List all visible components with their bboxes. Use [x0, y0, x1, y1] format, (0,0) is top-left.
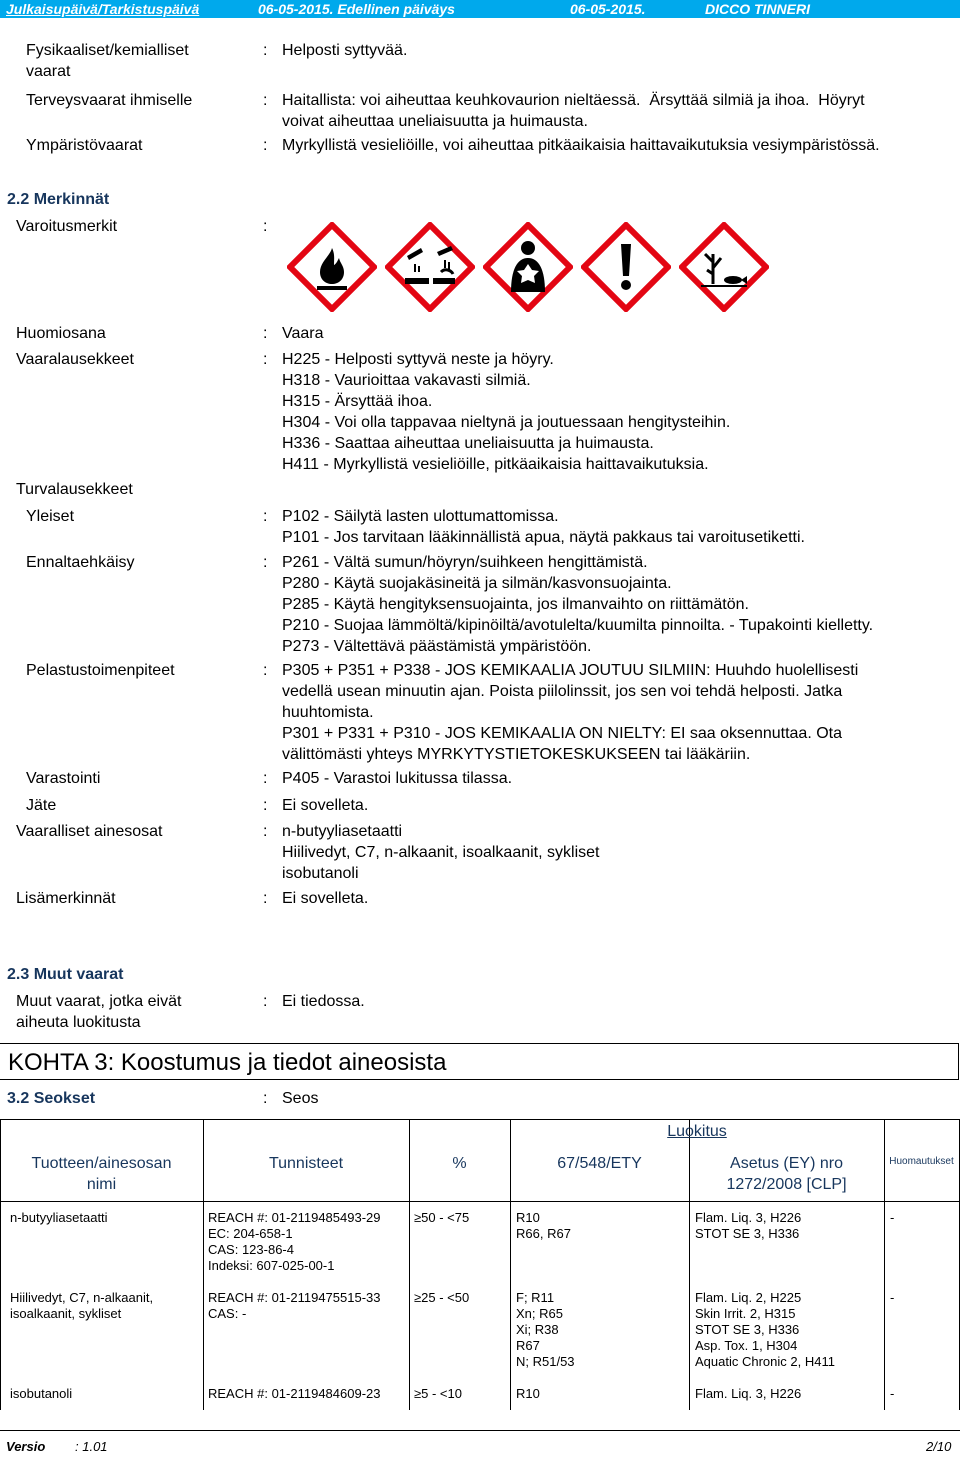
section-3-title: KOHTA 3: Koostumus ja tiedot aineosista: [8, 1049, 447, 1076]
table-row-1-pct: ≥50 - <75: [414, 1210, 470, 1225]
section-3-banner: [0, 1043, 959, 1080]
table-row-3-clp: Flam. Liq. 3, H226: [695, 1386, 802, 1401]
hazard-value-environment: Myrkyllistä vesieliöille, voi aiheuttaa pitkäaikaisia haittavaikutuksia vesiympäristössä.: [282, 137, 880, 154]
jate-label: Jäte: [26, 797, 57, 814]
table-row-1-clp: Flam. Liq. 3, H226 STOT SE 3, H336: [695, 1210, 802, 1241]
table-row-3-name: isobutanoli: [10, 1386, 73, 1401]
col-header-id: Tunnisteet: [268, 1155, 344, 1172]
table-row-2-pct: ≥25 - <50: [414, 1290, 470, 1305]
page-header: [0, 0, 960, 18]
table-row-1-name: n-butyyliasetaatti: [10, 1210, 108, 1225]
corrosion-icon: [385, 222, 475, 312]
col-header-percent: %: [452, 1155, 467, 1172]
table-row-2-clp: Flam. Liq. 2, H225 Skin Irrit. 2, H315 STOT SE 3, H336 Asp. Tox. 1, H304 Aquatic Chronic 2, H411: [695, 1290, 835, 1369]
lisamerkinnat-value: Ei sovelleta.: [282, 890, 369, 907]
hazard-label-environment: Ympäristövaarat: [26, 137, 143, 154]
table-row-1-notes: -: [890, 1210, 895, 1225]
table-row-1-dir: R10 R66, R67: [516, 1210, 571, 1241]
footer-version-label: Versio: [6, 1439, 46, 1454]
hazard-label-physical: Fysikaaliset/kemialliset vaarat: [26, 42, 189, 80]
table-row-3-pct: ≥5 - <10: [414, 1386, 462, 1401]
table-row-2-name: Hiilivedyt, C7, n-alkaanit, isoalkaanit, sykliset: [10, 1290, 154, 1321]
section-2-2-title: 2.2 Merkinnät: [7, 191, 110, 208]
table-row-2-dir: F; R11 Xn; R65 Xi; R38 R67 N; R51/53: [516, 1290, 575, 1369]
huomiosana-label: Huomiosana: [16, 325, 106, 342]
section-2-3-title: 2.3 Muut vaarat: [7, 966, 124, 983]
muut-value: Ei tiedossa.: [282, 993, 365, 1010]
col-header-clp: Asetus (EY) nro 1272/2008 [CLP]: [726, 1155, 847, 1193]
varoitusmerkit-label: Varoitusmerkit: [16, 218, 118, 235]
pelastus-label: Pelastustoimenpiteet: [26, 662, 175, 679]
col-header-name: Tuotteen/ainesosan nimi: [31, 1155, 172, 1193]
luokitus-header: Luokitus: [667, 1123, 727, 1140]
jate-value: Ei sovelleta.: [282, 797, 369, 814]
hazard-value-health: Haitallista: voi aiheuttaa keuhkovaurion nieltäessä. Ärsyttää silmiä ja ihoa. Höyryt voivat aiheuttaa uneliaisuutta ja huimausta.: [282, 92, 865, 130]
hazard-value-physical: Helposti syttyvää.: [282, 42, 408, 59]
header-date-current: 06-05-2015.: [570, 1, 646, 17]
table-row-2-notes: -: [890, 1290, 895, 1305]
footer-page-number: 2/10: [926, 1439, 952, 1454]
ennaltaehkaisy-list: P261 - Vältä sumun/höyryn/suihkeen hengittämistä. P280 - Käytä suojakäsineitä ja silmän/kasvonsuojainta. P285 - Käytä hengityksensuojainta, jos ilmanvaihto on riittämätön. P210 - Suojaa lämmöltä/kipinöiltä/avotulelta/kuumilta pinnoilta. - Tupakointi kielletty. P273 - Vältettävä päästämistä ympäristöön.: [282, 554, 874, 655]
varastointi-label: Varastointi: [26, 770, 101, 787]
ainesosat-label: Vaaralliset ainesosat: [16, 823, 163, 840]
flame-icon: [287, 222, 377, 312]
hazard-label-health: Terveysvaarat ihmiselle: [26, 92, 193, 109]
lisamerkinnat-label: Lisämerkinnät: [16, 890, 116, 907]
yleiset-list: P102 - Säilytä lasten ulottumattomissa. P101 - Jos tarvitaan lääkinnällistä apua, näytä pakkaus tai varoitusetiketti.: [282, 508, 805, 546]
environment-icon: [679, 222, 769, 312]
table-row-1-id: REACH #: 01-2119485493-29 EC: 204-658-1 CAS: 123-86-4 Indeksi: 607-025-00-1: [208, 1210, 381, 1273]
huomiosana-value: Vaara: [282, 325, 324, 342]
footer-version-value: : 1.01: [75, 1439, 108, 1454]
header-company: DICCO TINNERI: [705, 1, 810, 17]
exclamation-icon: [581, 222, 671, 312]
header-date-label: Julkaisupäivä/Tarkistuspäivä: [6, 1, 200, 17]
turvalausekkeet-heading: Turvalausekkeet: [16, 481, 133, 498]
col-header-dir: 67/548/ETY: [557, 1155, 642, 1172]
table-row-3-dir: R10: [516, 1386, 540, 1401]
pelastus-list: P305 + P351 + P338 - JOS KEMIKAALIA JOUTUU SILMIIN: Huuhdo huolellisesti vedellä usean minuutin ajan. Poista piilolinssit, jos sen voi tehdä helposti. Jatka huuhtomista. P301 + P331 + P310 - JOS KEMIKAALIA ON NIELTY: EI saa oksennuttaa. Ota välittömästi yhteys MYRKYTYSTIETOKESKUKSEEN tai lääkäriin.: [282, 662, 859, 763]
table-row-2-id: REACH #: 01-2119475515-33 CAS: -: [208, 1290, 381, 1321]
table-row-3-notes: -: [890, 1386, 895, 1401]
yleiset-label: Yleiset: [26, 508, 75, 525]
seokset-label: 3.2 Seokset: [7, 1090, 96, 1107]
ainesosat-list: n-butyyliasetaatti Hiilivedyt, C7, n-alkaanit, isoalkaanit, sykliset isobutanoli: [282, 823, 600, 882]
col-header-notes: Huomautukset: [889, 1156, 954, 1167]
vaaralausekkeet-list: H225 - Helposti syttyvä neste ja höyry. H318 - Vaurioittaa vakavasti silmiä. H315 - Ärsyttää ihoa. H304 - Voi olla tappavaa nieltynä ja joutuessaan hengitysteihin. H336 - Saattaa aiheuttaa uneliaisuutta ja huimausta. H411 - Myrkyllistä vesieliöille, pitkäaikaisia haittavaikutuksia.: [282, 351, 731, 473]
health-hazard-icon: [483, 222, 573, 312]
varastointi-value: P405 - Varastoi lukitussa tilassa.: [282, 770, 513, 787]
ennaltaehkaisy-label: Ennaltaehkäisy: [26, 554, 135, 571]
seokset-value: Seos: [282, 1090, 319, 1107]
vaaralausekkeet-label: Vaaralausekkeet: [16, 351, 134, 368]
page-footer: [0, 1430, 960, 1470]
header-date-previous: 06-05-2015. Edellinen päiväys: [258, 1, 455, 17]
table-row-3-id: REACH #: 01-2119484609-23: [208, 1386, 381, 1401]
muut-label: Muut vaarat, jotka eivät aiheuta luokitusta: [16, 993, 182, 1031]
